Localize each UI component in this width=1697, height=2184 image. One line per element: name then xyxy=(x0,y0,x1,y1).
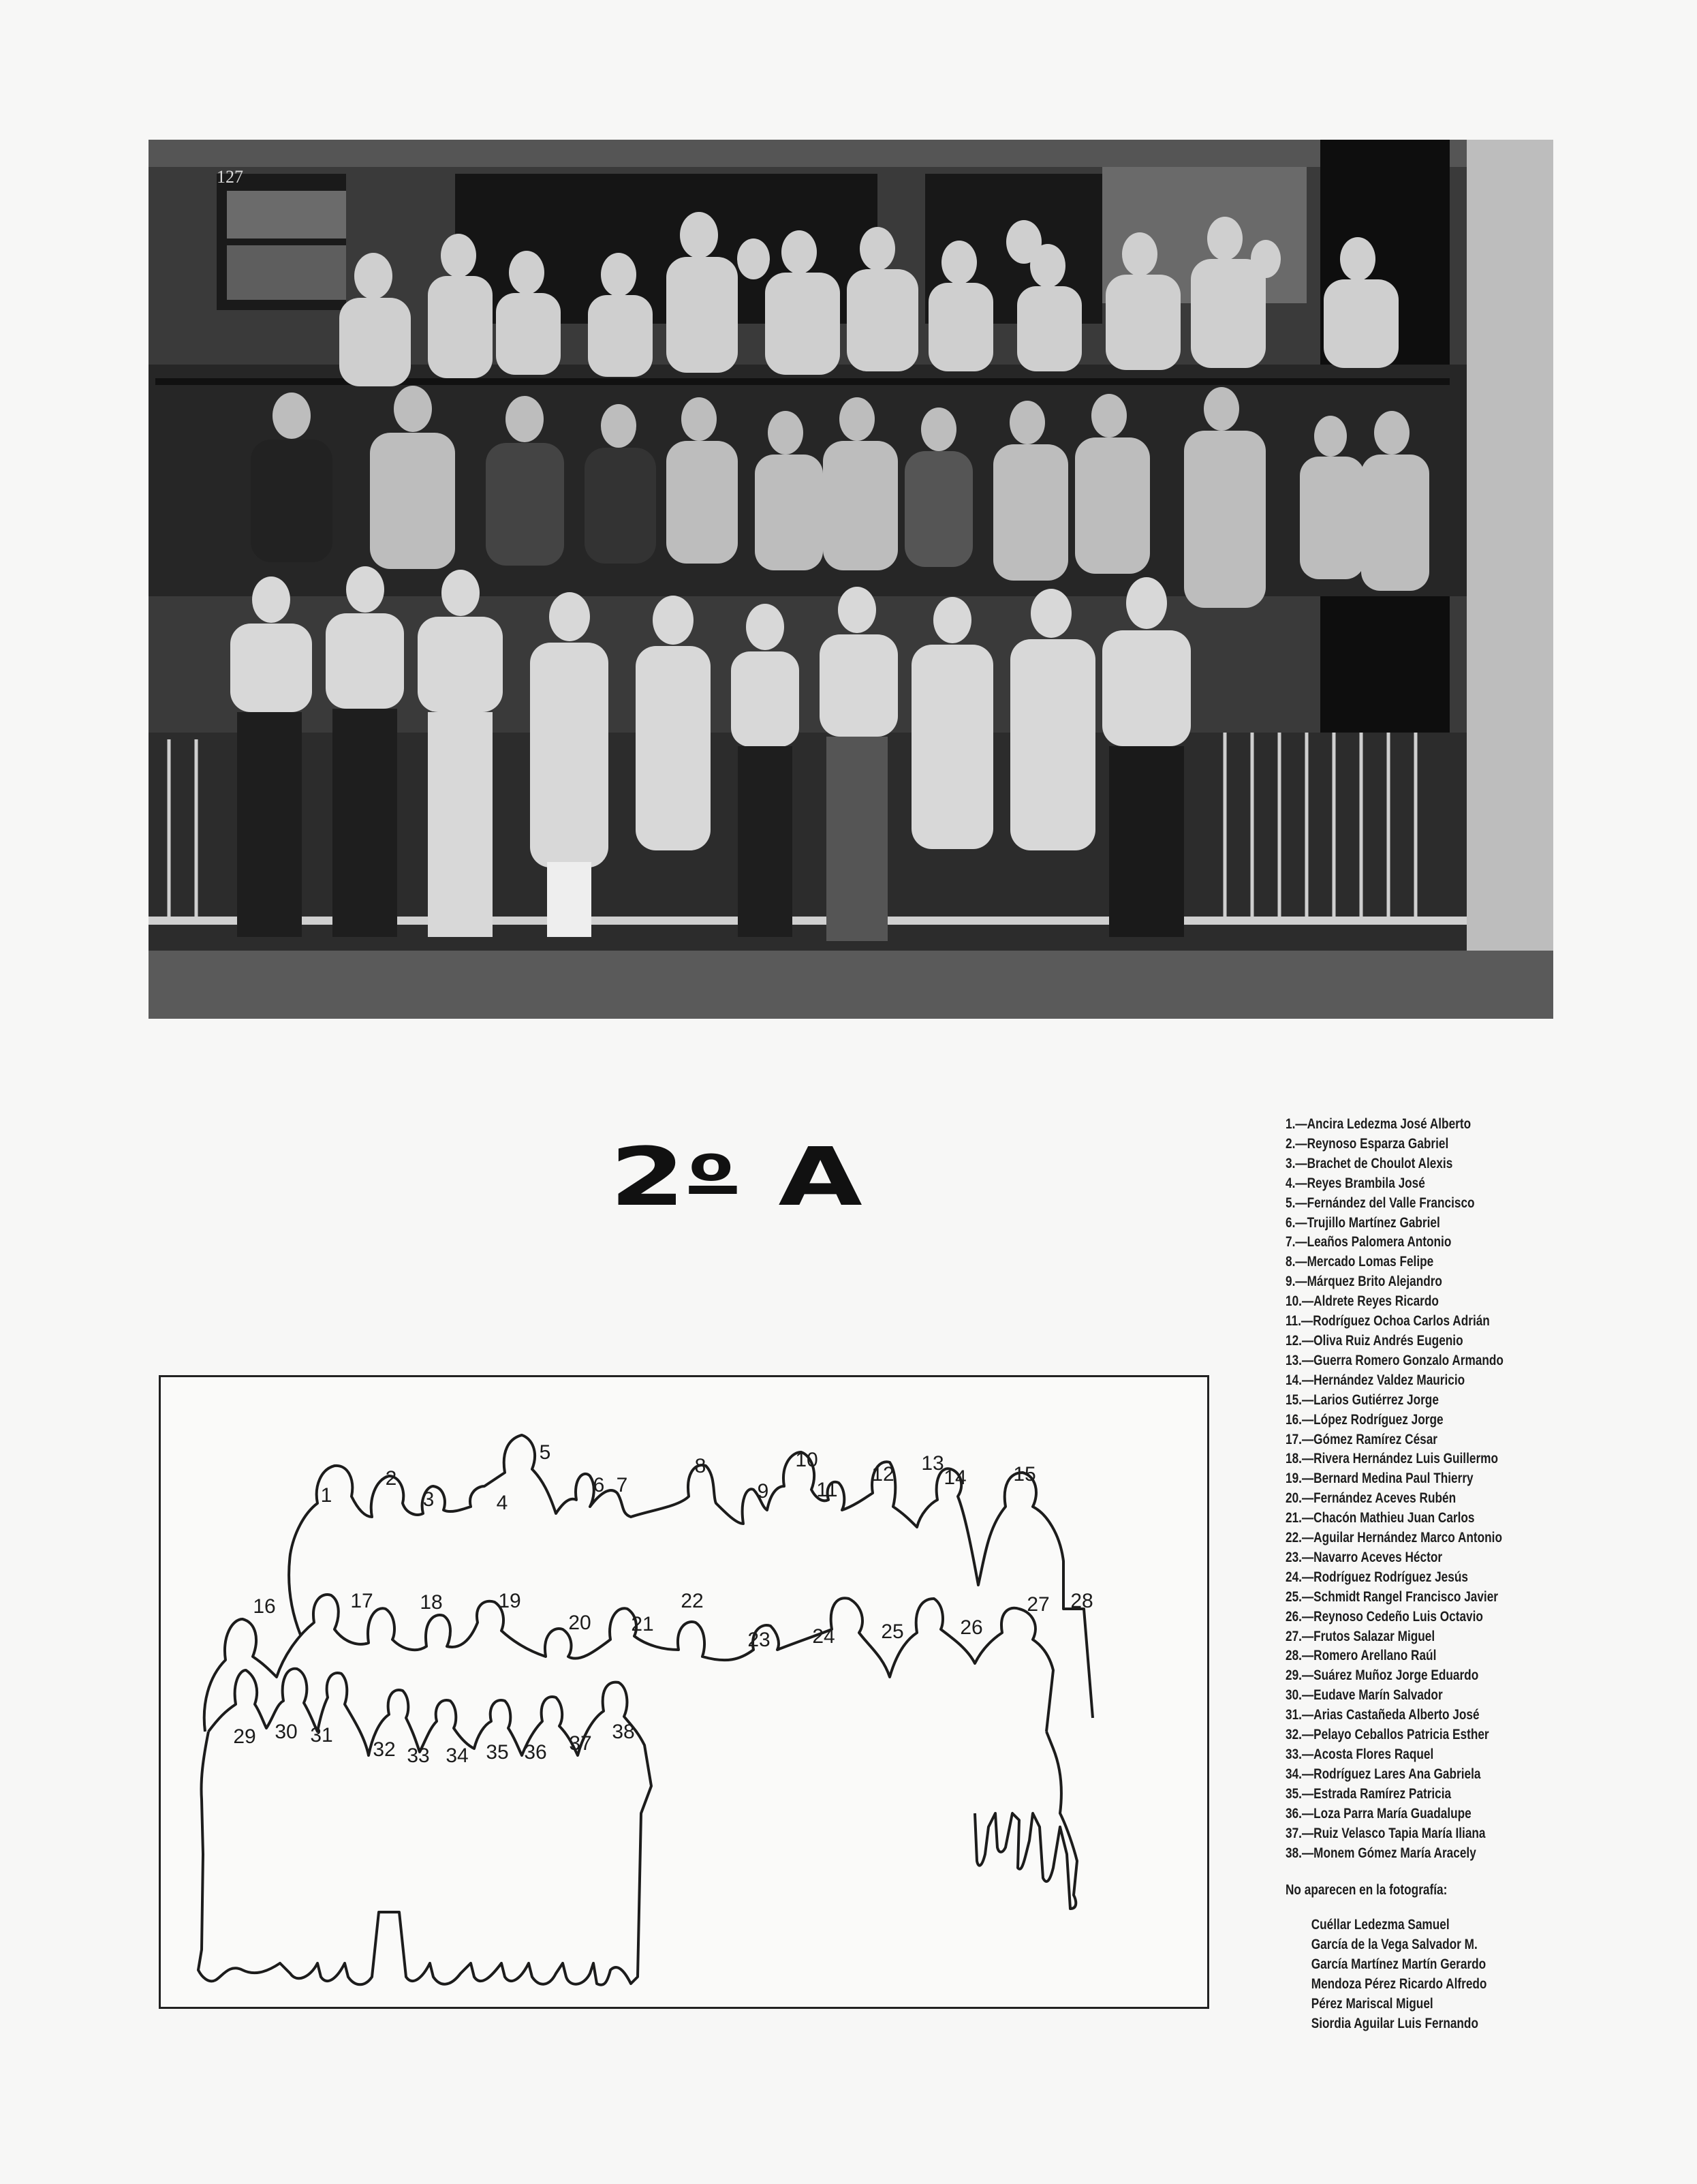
class-group-title xyxy=(610,1130,867,1224)
ordinal-indicator: o xyxy=(689,1136,737,1192)
figure-number-label: 3 xyxy=(422,1488,435,1511)
student-name-item: 30.—Eudave Marín Salvador xyxy=(1286,1687,1443,1704)
photo-key-diagram xyxy=(159,1375,1209,2009)
student-name-item: 24.—Rodríguez Rodríguez Jesús xyxy=(1286,1569,1468,1585)
absent-student-item: Pérez Mariscal Miguel xyxy=(1311,1995,1433,2012)
student-names-list xyxy=(1286,1115,1531,2034)
figure-number-label: 25 xyxy=(881,1620,904,1643)
grade-number: 2 xyxy=(610,1130,689,1224)
student-name-item: 33.—Acosta Flores Raquel xyxy=(1286,1747,1434,1762)
figure-number-label: 19 xyxy=(498,1590,521,1612)
figure-number-label: 26 xyxy=(960,1616,983,1639)
student-name-item: 17.—Gómez Ramírez César xyxy=(1286,1431,1438,1447)
figure-number-label: 15 xyxy=(1013,1463,1036,1486)
student-name-item: 32.—Pelayo Ceballos Patricia Esther xyxy=(1286,1727,1489,1743)
student-name-item: 3.—Brachet de Choulot Alexis xyxy=(1286,1155,1453,1171)
student-name-item: 11.—Rodríguez Ochoa Carlos Adrián xyxy=(1286,1313,1490,1329)
student-name-item: 21.—Chacón Mathieu Juan Carlos xyxy=(1286,1510,1475,1526)
student-name-item: 5.—Fernández del Valle Francisco xyxy=(1286,1195,1475,1211)
class-photograph xyxy=(149,140,1553,1019)
student-name-item: 35.—Estrada Ramírez Patricia xyxy=(1286,1785,1452,1802)
figure-number-label: 13 xyxy=(921,1452,944,1475)
student-name-item: 13.—Guerra Romero Gonzalo Armando xyxy=(1286,1352,1504,1368)
student-name-item: 8.—Mercado Lomas Felipe xyxy=(1286,1254,1434,1270)
student-name-item: 29.—Suárez Muñoz Jorge Eduardo xyxy=(1286,1667,1479,1684)
student-name-item: 28.—Romero Arellano Raúl xyxy=(1286,1648,1437,1664)
student-name-item: 9.—Márquez Brito Alejandro xyxy=(1286,1274,1442,1290)
student-name-item: 14.—Hernández Valdez Mauricio xyxy=(1286,1372,1465,1388)
student-name-item: 31.—Arias Castañeda Alberto José xyxy=(1286,1707,1480,1723)
figure-number-label: 36 xyxy=(524,1741,547,1764)
figure-number-label: 14 xyxy=(944,1466,967,1489)
student-name-item: 18.—Rivera Hernández Luis Guillermo xyxy=(1286,1451,1498,1467)
room-number: 127 xyxy=(217,167,243,187)
figure-number-label: 12 xyxy=(871,1463,894,1486)
absent-students-heading: No aparecen en la fotografía: xyxy=(1286,1882,1448,1898)
group-letter: A xyxy=(778,1130,867,1224)
absent-student-item: Siordia Aguilar Luis Fernando xyxy=(1311,2015,1478,2031)
figure-number-label: 35 xyxy=(486,1741,509,1764)
figure-number-label: 16 xyxy=(253,1595,276,1618)
student-name-item: 6.—Trujillo Martínez Gabriel xyxy=(1286,1214,1440,1231)
figure-number-label: 33 xyxy=(407,1744,430,1767)
student-name-item: 4.—Reyes Brambila José xyxy=(1286,1175,1425,1191)
figure-number-label: 23 xyxy=(747,1629,770,1651)
figure-number-label: 8 xyxy=(694,1455,706,1477)
figure-number-label: 28 xyxy=(1070,1590,1093,1612)
figure-number-label: 34 xyxy=(446,1744,469,1767)
student-name-item: 37.—Ruiz Velasco Tapia María Iliana xyxy=(1286,1825,1486,1841)
figure-number-label: 18 xyxy=(420,1591,443,1614)
figure-number-label: 24 xyxy=(812,1625,835,1648)
figure-number-label: 22 xyxy=(681,1590,704,1612)
student-name-item: 12.—Oliva Ruiz Andrés Eugenio xyxy=(1286,1332,1463,1349)
student-name-item: 20.—Fernández Aceves Rubén xyxy=(1286,1490,1457,1507)
student-name-item: 19.—Bernard Medina Paul Thierry xyxy=(1286,1471,1474,1487)
figure-number-label: 37 xyxy=(569,1732,592,1755)
absent-student-item: García Martínez Martín Gerardo xyxy=(1311,1956,1486,1973)
figure-number-label: 7 xyxy=(616,1474,628,1496)
student-name-item: 25.—Schmidt Rangel Francisco Javier xyxy=(1286,1588,1498,1605)
figure-number-label: 1 xyxy=(320,1484,332,1507)
figure-number-label: 30 xyxy=(275,1721,298,1743)
figure-number-label: 17 xyxy=(350,1590,373,1612)
student-name-item: 36.—Loza Parra María Guadalupe xyxy=(1286,1805,1472,1821)
figure-number-label: 2 xyxy=(385,1467,397,1490)
student-name-item: 7.—Leaños Palomera Antonio xyxy=(1286,1234,1452,1250)
figure-number-label: 6 xyxy=(593,1474,605,1496)
figure-number-label: 20 xyxy=(568,1612,591,1634)
figure-number-label: 5 xyxy=(539,1441,551,1464)
student-name-item: 26.—Reynoso Cedeño Luis Octavio xyxy=(1286,1608,1483,1625)
figure-number-label: 21 xyxy=(631,1613,654,1635)
figure-number-label: 10 xyxy=(795,1449,818,1471)
silhouette-outline xyxy=(161,1377,1211,2011)
absent-student-item: García de la Vega Salvador M. xyxy=(1311,1937,1478,1953)
student-name-item: 10.—Aldrete Reyes Ricardo xyxy=(1286,1293,1439,1310)
student-name-item: 23.—Navarro Aceves Héctor xyxy=(1286,1549,1443,1565)
student-name-item: 15.—Larios Gutiérrez Jorge xyxy=(1286,1391,1439,1408)
student-name-item: 16.—López Rodríguez Jorge xyxy=(1286,1411,1444,1428)
absent-students-list xyxy=(1286,1916,1531,2033)
absent-student-item: Cuéllar Ledezma Samuel xyxy=(1311,1917,1450,1933)
student-name-item: 38.—Monem Gómez María Aracely xyxy=(1286,1845,1476,1861)
figure-number-label: 31 xyxy=(310,1724,333,1747)
figure-number-label: 29 xyxy=(233,1725,256,1748)
pictured-students-list xyxy=(1286,1115,1531,1863)
student-name-item: 27.—Frutos Salazar Miguel xyxy=(1286,1628,1435,1644)
student-name-item: 34.—Rodríguez Lares Ana Gabriela xyxy=(1286,1766,1481,1782)
figure-number-label: 38 xyxy=(612,1721,635,1743)
absent-student-item: Mendoza Pérez Ricardo Alfredo xyxy=(1311,1976,1487,1993)
figure-number-label: 9 xyxy=(757,1480,769,1503)
figure-number-label: 27 xyxy=(1027,1593,1050,1616)
figure-number-label: 32 xyxy=(373,1738,396,1761)
student-name-item: 1.—Ancira Ledezma José Alberto xyxy=(1286,1116,1472,1132)
student-name-item: 22.—Aguilar Hernández Marco Antonio xyxy=(1286,1530,1502,1546)
photo-scene xyxy=(149,140,1553,1019)
student-name-item: 2.—Reynoso Esparza Gabriel xyxy=(1286,1135,1449,1152)
figure-number-label: 4 xyxy=(496,1492,508,1514)
figure-number-labels xyxy=(233,1441,1093,1767)
figure-number-label: 11 xyxy=(816,1479,838,1501)
